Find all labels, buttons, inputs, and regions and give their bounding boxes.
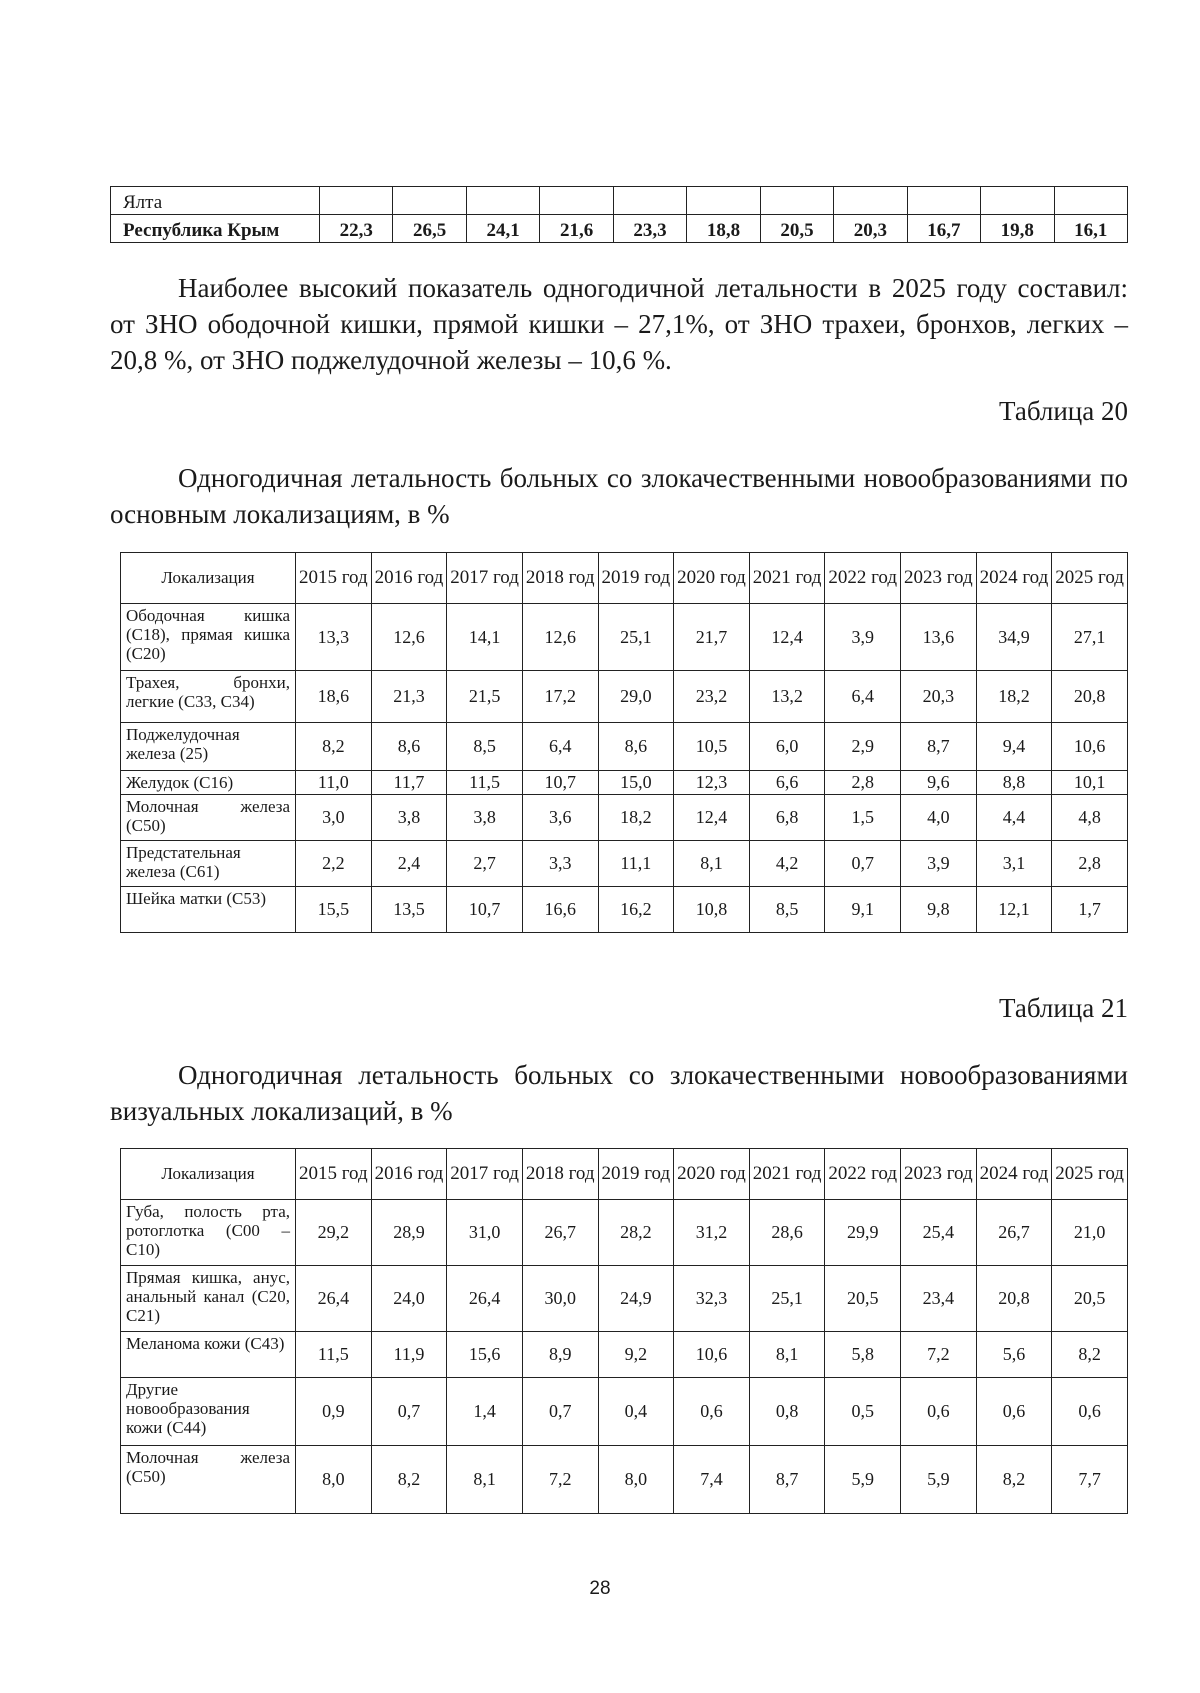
table-cell: 8,6 <box>371 723 447 771</box>
table-cell: 13,5 <box>371 887 447 933</box>
page-number: 28 <box>589 1578 611 1599</box>
table-cell: 12,4 <box>749 604 825 671</box>
header-year: 2020 год <box>674 1149 750 1200</box>
table-cell: 8,8 <box>976 771 1052 795</box>
table-cell: 26,5 <box>393 215 466 243</box>
table-cell: 8,1 <box>674 841 750 887</box>
table-row <box>121 1446 1128 1514</box>
table-cell: 5,6 <box>976 1332 1052 1378</box>
table-cell: 20,3 <box>834 215 907 243</box>
row-label: Молочная железа (С50) <box>121 1446 296 1514</box>
table-cell: 3,8 <box>447 795 523 841</box>
row-label: Республика Крым <box>111 215 320 243</box>
table-cell: 29,0 <box>598 671 674 723</box>
table21-number: Таблица 21 <box>999 993 1128 1023</box>
table-cell: 19,8 <box>981 215 1054 243</box>
table-cell: 31,0 <box>447 1200 523 1266</box>
table-cell: 6,8 <box>749 795 825 841</box>
table-cell: 4,2 <box>749 841 825 887</box>
table-cell: 9,8 <box>901 887 977 933</box>
table-cell: 8,5 <box>447 723 523 771</box>
header-localization: Локализация <box>121 1149 296 1200</box>
table-cell: 8,6 <box>598 723 674 771</box>
header-localization: Локализация <box>121 553 296 604</box>
table21-caption-text: Одногодичная летальность больных со злокачественными новообразованиями визуальных локализаций, в % <box>110 1060 1128 1126</box>
table-cell: 11,7 <box>371 771 447 795</box>
table-cell: 5,9 <box>901 1446 977 1514</box>
header-year: 2020 год <box>674 553 750 604</box>
table-cell: 7,2 <box>901 1332 977 1378</box>
table-cell: 2,8 <box>825 771 901 795</box>
header-year: 2024 год <box>976 1149 1052 1200</box>
row-label: Другие новообразования кожи (С44) <box>121 1378 296 1446</box>
table-cell: 7,2 <box>522 1446 598 1514</box>
table-cell: 24,0 <box>371 1266 447 1332</box>
table20-caption <box>110 460 1128 532</box>
header-year: 2015 год <box>296 1149 372 1200</box>
row-label: Молочная железа (С50) <box>121 795 296 841</box>
table-cell: 0,8 <box>749 1378 825 1446</box>
header-year: 2021 год <box>749 553 825 604</box>
header-year: 2017 год <box>447 553 523 604</box>
table-row <box>121 1378 1128 1446</box>
table-cell: 28,6 <box>749 1200 825 1266</box>
table20-number: Таблица 20 <box>999 396 1128 426</box>
table-cell: 9,2 <box>598 1332 674 1378</box>
table-cell: 1,5 <box>825 795 901 841</box>
table-row <box>121 604 1128 671</box>
table-cell: 0,4 <box>598 1378 674 1446</box>
table-cell: 5,8 <box>825 1332 901 1378</box>
table-cell <box>540 187 613 215</box>
table-cell: 12,6 <box>522 604 598 671</box>
header-year: 2022 год <box>825 553 901 604</box>
table-cell: 8,7 <box>749 1446 825 1514</box>
table-cell <box>393 187 466 215</box>
table-cell: 2,4 <box>371 841 447 887</box>
table-cell: 18,2 <box>976 671 1052 723</box>
table-cell: 8,2 <box>976 1446 1052 1514</box>
table-cell <box>760 187 833 215</box>
table-cell: 28,2 <box>598 1200 674 1266</box>
table-cell: 6,4 <box>825 671 901 723</box>
table-cell: 16,1 <box>1054 215 1127 243</box>
header-year: 2015 год <box>296 553 372 604</box>
row-label: Ялта <box>111 187 320 215</box>
table-cell: 16,6 <box>522 887 598 933</box>
header-year: 2023 год <box>901 553 977 604</box>
header-year: 2017 год <box>447 1149 523 1200</box>
table-cell: 24,1 <box>466 215 539 243</box>
table-cell: 25,1 <box>749 1266 825 1332</box>
table-cell: 15,0 <box>598 771 674 795</box>
table-cell: 23,4 <box>901 1266 977 1332</box>
table-cell: 9,1 <box>825 887 901 933</box>
table-row <box>121 671 1128 723</box>
table-cell <box>466 187 539 215</box>
table-cell: 20,5 <box>1052 1266 1128 1332</box>
table-cell: 3,6 <box>522 795 598 841</box>
table21 <box>120 1148 1128 1514</box>
table-cell: 3,8 <box>371 795 447 841</box>
table-row <box>121 723 1128 771</box>
row-label: Предстательная железа (С61) <box>121 841 296 887</box>
table-cell: 9,4 <box>976 723 1052 771</box>
table-cell <box>981 187 1054 215</box>
table-cell: 2,8 <box>1052 841 1128 887</box>
table-cell: 20,3 <box>901 671 977 723</box>
table-cell: 13,6 <box>901 604 977 671</box>
table-cell <box>834 187 907 215</box>
table-cell: 15,5 <box>296 887 372 933</box>
table-cell: 10,5 <box>674 723 750 771</box>
table-cell: 1,7 <box>1052 887 1128 933</box>
table-cell: 34,9 <box>976 604 1052 671</box>
table-cell: 4,8 <box>1052 795 1128 841</box>
table-cell: 12,6 <box>371 604 447 671</box>
table-cell: 0,9 <box>296 1378 372 1446</box>
table-cell: 11,0 <box>296 771 372 795</box>
table-cell: 26,4 <box>447 1266 523 1332</box>
table-cell: 22,3 <box>320 215 393 243</box>
table-cell: 11,1 <box>598 841 674 887</box>
table-cell: 10,8 <box>674 887 750 933</box>
table-cell: 0,6 <box>901 1378 977 1446</box>
table-cell: 26,7 <box>976 1200 1052 1266</box>
header-year: 2018 год <box>522 1149 598 1200</box>
table-cell: 4,4 <box>976 795 1052 841</box>
table-cell: 17,2 <box>522 671 598 723</box>
summary-paragraph <box>110 270 1128 378</box>
table-cell: 24,9 <box>598 1266 674 1332</box>
table-cell: 8,2 <box>371 1446 447 1514</box>
table-cell: 26,7 <box>522 1200 598 1266</box>
top-fragment-table <box>110 186 1128 243</box>
row-label: Желудок (С16) <box>121 771 296 795</box>
table-cell: 7,7 <box>1052 1446 1128 1514</box>
table-cell: 15,6 <box>447 1332 523 1378</box>
table-cell: 12,4 <box>674 795 750 841</box>
table-cell: 14,1 <box>447 604 523 671</box>
table-cell: 20,8 <box>1052 671 1128 723</box>
table-cell: 30,0 <box>522 1266 598 1332</box>
table-cell: 3,3 <box>522 841 598 887</box>
table-cell <box>907 187 980 215</box>
table-cell: 4,0 <box>901 795 977 841</box>
header-year: 2016 год <box>371 1149 447 1200</box>
table-cell: 0,6 <box>1052 1378 1128 1446</box>
row-label: Поджелудочная железа (25) <box>121 723 296 771</box>
table-cell: 0,7 <box>825 841 901 887</box>
table-cell: 0,6 <box>674 1378 750 1446</box>
table-row <box>121 1266 1128 1332</box>
table-cell: 13,3 <box>296 604 372 671</box>
table-cell: 21,7 <box>674 604 750 671</box>
table-cell: 10,7 <box>447 887 523 933</box>
table-cell: 11,9 <box>371 1332 447 1378</box>
table-cell: 13,2 <box>749 671 825 723</box>
header-year: 2019 год <box>598 553 674 604</box>
table-cell: 8,1 <box>749 1332 825 1378</box>
header-year: 2016 год <box>371 553 447 604</box>
table-cell: 18,2 <box>598 795 674 841</box>
table-cell: 0,6 <box>976 1378 1052 1446</box>
table-cell <box>1054 187 1127 215</box>
table-cell: 16,2 <box>598 887 674 933</box>
table-cell: 3,9 <box>825 604 901 671</box>
table-row <box>121 1332 1128 1378</box>
row-label: Меланома кожи (С43) <box>121 1332 296 1378</box>
table-cell: 3,9 <box>901 841 977 887</box>
table-row <box>121 887 1128 933</box>
table-cell: 8,5 <box>749 887 825 933</box>
table-cell: 23,3 <box>613 215 686 243</box>
table-cell: 23,2 <box>674 671 750 723</box>
table-cell: 11,5 <box>447 771 523 795</box>
table-row <box>111 187 1128 215</box>
table-cell: 8,2 <box>296 723 372 771</box>
header-year: 2025 год <box>1052 553 1128 604</box>
table-cell: 18,8 <box>687 215 760 243</box>
table-cell: 29,2 <box>296 1200 372 1266</box>
table-cell: 16,7 <box>907 215 980 243</box>
table-cell: 6,4 <box>522 723 598 771</box>
table20-caption-text: Одногодичная летальность больных со злокачественными новообразованиями по основным локализациям, в % <box>110 463 1128 529</box>
table-row <box>121 795 1128 841</box>
table-cell: 10,6 <box>674 1332 750 1378</box>
table-cell: 2,7 <box>447 841 523 887</box>
table-cell: 7,4 <box>674 1446 750 1514</box>
table-cell: 12,3 <box>674 771 750 795</box>
table-cell <box>320 187 393 215</box>
header-year: 2023 год <box>901 1149 977 1200</box>
table-cell: 3,1 <box>976 841 1052 887</box>
table-cell: 12,1 <box>976 887 1052 933</box>
table-cell: 26,4 <box>296 1266 372 1332</box>
table-row <box>121 841 1128 887</box>
header-year: 2024 год <box>976 553 1052 604</box>
table-cell: 28,9 <box>371 1200 447 1266</box>
table-cell: 21,0 <box>1052 1200 1128 1266</box>
table-cell: 3,0 <box>296 795 372 841</box>
table-cell: 8,2 <box>1052 1332 1128 1378</box>
table-cell: 32,3 <box>674 1266 750 1332</box>
table-cell: 25,4 <box>901 1200 977 1266</box>
table-cell: 0,7 <box>371 1378 447 1446</box>
header-year: 2018 год <box>522 553 598 604</box>
table-cell: 6,0 <box>749 723 825 771</box>
table-row <box>121 1200 1128 1266</box>
header-year: 2022 год <box>825 1149 901 1200</box>
table-cell: 18,6 <box>296 671 372 723</box>
table-cell: 8,0 <box>296 1446 372 1514</box>
table-cell: 29,9 <box>825 1200 901 1266</box>
table-cell: 21,5 <box>447 671 523 723</box>
row-label: Губа, полость рта, ротоглотка (С00 – С10) <box>121 1200 296 1266</box>
table-cell: 27,1 <box>1052 604 1128 671</box>
table-cell: 9,6 <box>901 771 977 795</box>
table-cell: 2,2 <box>296 841 372 887</box>
table-cell: 0,7 <box>522 1378 598 1446</box>
table-cell: 5,9 <box>825 1446 901 1514</box>
row-label: Ободочная кишка (С18), прямая кишка (С20) <box>121 604 296 671</box>
row-label: Шейка матки (С53) <box>121 887 296 933</box>
table-row <box>111 215 1128 243</box>
row-label: Трахея, бронхи, легкие (С33, С34) <box>121 671 296 723</box>
header-year: 2019 год <box>598 1149 674 1200</box>
table-cell: 21,3 <box>371 671 447 723</box>
table-cell: 8,7 <box>901 723 977 771</box>
table-cell: 21,6 <box>540 215 613 243</box>
table-cell: 25,1 <box>598 604 674 671</box>
table-cell: 8,0 <box>598 1446 674 1514</box>
table-cell: 2,9 <box>825 723 901 771</box>
row-label: Прямая кишка, анус, анальный канал (С20, С21) <box>121 1266 296 1332</box>
table-cell: 10,6 <box>1052 723 1128 771</box>
header-row <box>121 1149 1128 1200</box>
header-year: 2021 год <box>749 1149 825 1200</box>
table-row <box>121 771 1128 795</box>
table-cell <box>613 187 686 215</box>
table-cell: 10,7 <box>522 771 598 795</box>
table-cell: 31,2 <box>674 1200 750 1266</box>
table-cell: 8,1 <box>447 1446 523 1514</box>
table-cell: 20,5 <box>760 215 833 243</box>
table-cell: 20,8 <box>976 1266 1052 1332</box>
table-cell <box>687 187 760 215</box>
table-cell: 0,5 <box>825 1378 901 1446</box>
summary-paragraph-text: Наиболее высокий показатель одногодичной летальности в 2025 году составил: от ЗНО ободочной кишки, прямой кишки – 27,1%, от ЗНО трахеи, бронхов, легких – 20,8 %, от ЗНО поджелудочной железы – 10,6 %. <box>110 273 1128 375</box>
table-cell: 10,1 <box>1052 771 1128 795</box>
header-row <box>121 553 1128 604</box>
table-cell: 6,6 <box>749 771 825 795</box>
table-cell: 20,5 <box>825 1266 901 1332</box>
header-year: 2025 год <box>1052 1149 1128 1200</box>
table-cell: 1,4 <box>447 1378 523 1446</box>
table20 <box>120 552 1128 933</box>
table-cell: 11,5 <box>296 1332 372 1378</box>
table-cell: 8,9 <box>522 1332 598 1378</box>
table21-caption <box>110 1057 1128 1129</box>
